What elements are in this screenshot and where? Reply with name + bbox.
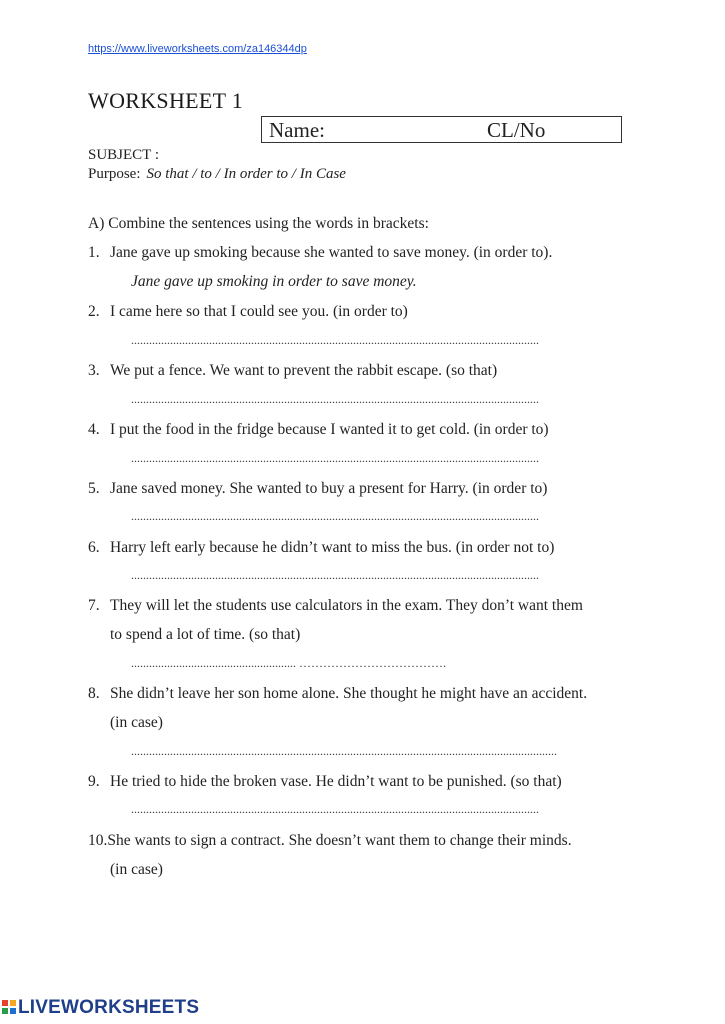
subject-label: SUBJECT :: [88, 147, 159, 163]
worksheet-title: WORKSHEET 1: [88, 88, 244, 113]
question-8: [88, 685, 587, 703]
example-answer: Jane gave up smoking in order to save money.: [131, 273, 417, 290]
question-number: 1.: [88, 244, 100, 261]
answer-line-7[interactable]: ....................................................... ……………………………….: [131, 656, 446, 670]
liveworksheets-brand: [2, 997, 199, 1019]
question-text: We put a fence. We want to prevent the rabbit escape. (so that): [110, 362, 498, 379]
question-text: She didn’t leave her son home alone. She thought he might have an accident.: [110, 685, 588, 702]
question-text: He tried to hide the broken vase. He didn’t want to be punished. (so that): [110, 773, 562, 790]
question-9: [88, 773, 562, 791]
question-1: [88, 244, 552, 262]
answer-line-5[interactable]: ........................................................................................................................................: [131, 509, 539, 523]
purpose-line: [88, 166, 346, 183]
name-label: Name:: [269, 118, 325, 142]
question-text: Jane saved money. She wanted to buy a present for Harry. (in order to): [110, 480, 548, 497]
question-8-continuation: (in case): [110, 714, 163, 731]
question-text: Jane gave up smoking because she wanted to save money. (in order to).: [110, 244, 553, 261]
question-number: 7.: [88, 597, 100, 614]
question-text: She wants to sign a contract. She doesn’t want them to change their minds.: [107, 832, 572, 849]
name-box: [261, 116, 622, 143]
brand-text: LIVEWORKSHEETS: [18, 997, 200, 1018]
source-url-link[interactable]: https://www.liveworksheets.com/za146344dp: [88, 43, 307, 55]
purpose-text: So that / to / In order to / In Case: [146, 166, 346, 182]
question-number: 8.: [88, 685, 100, 702]
answer-line-4[interactable]: ........................................................................................................................................: [131, 451, 539, 465]
clno-label: CL/No: [487, 118, 546, 142]
question-number: 5.: [88, 480, 100, 497]
question-4: [88, 421, 549, 439]
question-number: 6.: [88, 539, 100, 556]
question-3: [88, 362, 497, 380]
question-text: Harry left early because he didn’t want to miss the bus. (in order not to): [110, 539, 555, 556]
answer-line-2[interactable]: ........................................................................................................................................: [131, 333, 539, 347]
question-number: 2.: [88, 303, 100, 320]
question-7: [88, 597, 583, 615]
question-text: I put the food in the fridge because I wanted it to get cold. (in order to): [110, 421, 549, 438]
question-2: [88, 303, 408, 321]
question-text: They will let the students use calculators in the exam. They don’t want them: [110, 597, 583, 614]
question-6: [88, 539, 554, 557]
purpose-label: Purpose:: [88, 166, 141, 182]
answer-line-9[interactable]: ........................................................................................................................................: [131, 802, 539, 816]
question-number: 3.: [88, 362, 100, 379]
question-10: [88, 832, 572, 850]
question-5: [88, 480, 547, 498]
answer-line-3[interactable]: ........................................................................................................................................: [131, 392, 539, 406]
question-number: 9.: [88, 773, 100, 790]
question-10-continuation: (in case): [110, 861, 163, 878]
answer-line-6[interactable]: ........................................................................................................................................: [131, 568, 539, 582]
question-number: 4.: [88, 421, 100, 438]
section-a-instruction: A) Combine the sentences using the words in brackets:: [88, 215, 429, 232]
answer-line-8[interactable]: ..............................................................................................................................................: [131, 744, 557, 758]
question-number: 10.: [88, 832, 108, 849]
question-text: I came here so that I could see you. (in order to): [110, 303, 408, 320]
question-7-continuation: to spend a lot of time. (so that): [110, 626, 301, 643]
liveworksheets-logo-icon: [2, 1000, 16, 1014]
